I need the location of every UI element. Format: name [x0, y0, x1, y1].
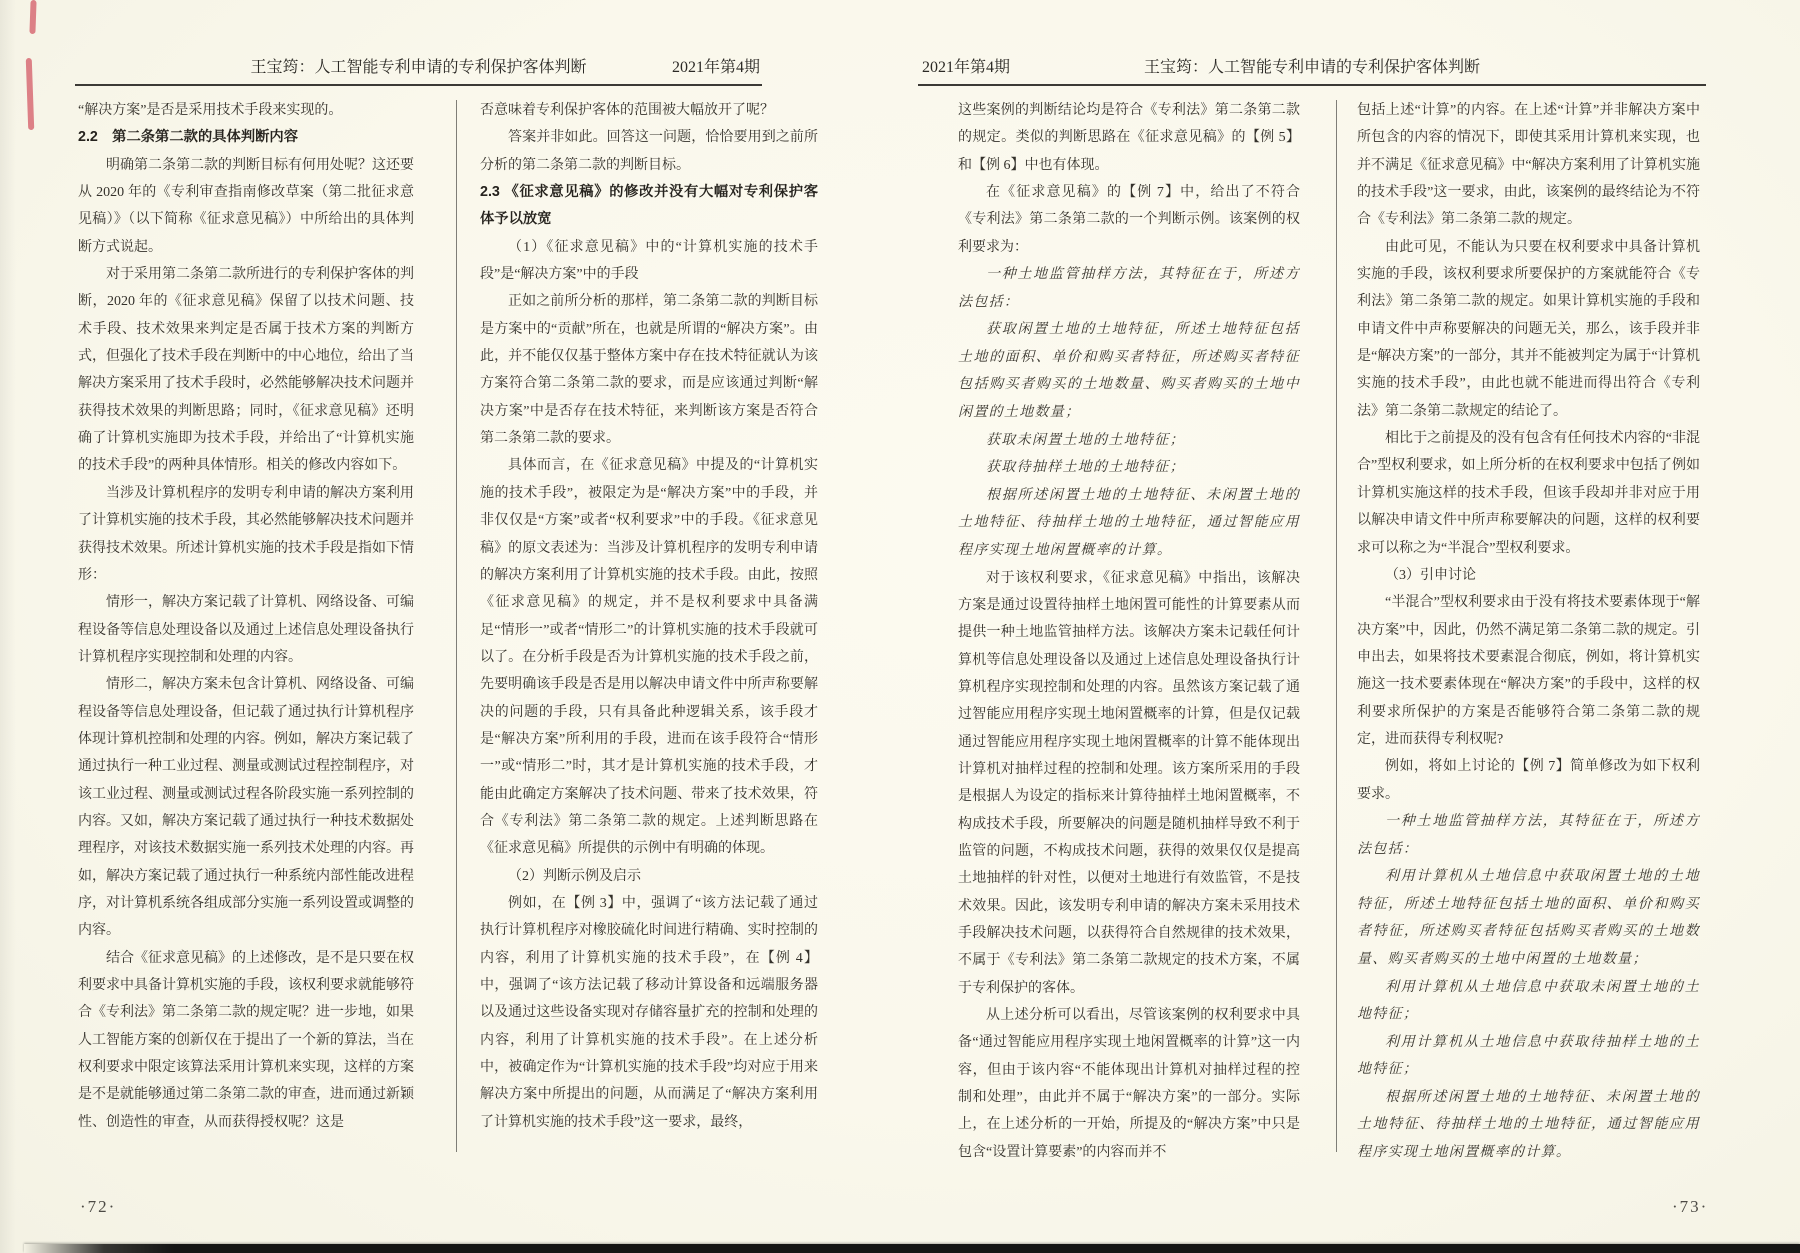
body-paragraph: 结合《征求意见稿》的上述修改，是不是只要在权利要求中具备计算机实施的手段，该权利要求就能够符合《专利法》第二条第二款的规定呢？进一步地，如果人工智能方案的创新仅在于提出了一个新的算法，当在权利要求中限定该算法采用计算机来实现，这样的方案是不是就能够通过第二条第二款的审查，进而通过新颖性、创造性的审查，从而获得授权呢？这是	[78, 950, 414, 1130]
body-paragraph: 例如，在【例 3】中，强调了“该方法记载了通过执行计算机程序对橡胶硫化时间进行精确、实时控制的内容，利用了计算机实施的技术手段”，在【例 4】中，强调了“该方法记载了移动计算设备和远端服务器以及通过这些设备实现对存储容量扩充的控制和处理的内容，利用了计算机实施的技术手段”。在上述分析中，被确定作为“计算机实施的技术手段”均对应于用来解决方案中所提出的问题，从而满足了“解决方案利用了计算机实施的技术手段”这一要求，最终，	[480, 895, 818, 1130]
body-paragraph: （1）《征求意见稿》中的“计算机实施的技术手段”是“解决方案”中的手段	[480, 239, 818, 283]
scan-shadow-bottom	[24, 1244, 1800, 1253]
body-paragraph: 相比于之前提及的没有包含有任何技术内容的“非混合”型权利要求，如上所分析的在权利要求中包括了例如计算机实施这样的技术手段，但该手段却并非对应于用以解决申请文件中所声称要解决的问题，这样的权利要求可以称之为“半混合”型权利要求。	[1357, 431, 1700, 556]
header-rule-left	[75, 84, 762, 86]
body-paragraph: 从上述分析可以看出，尽管该案例的权利要求中具备“通过智能应用程序实现土地闲置概率的计算”这一内容，但由于该内容“不能体现出计算机对抽样过程的控制和处理”，由此并不属于“解决方案”的一部分。实际上，在上述分析的一开始，所提及的“解决方案”中只是包含“设置计算要素”的内容而并不	[958, 1008, 1300, 1160]
left-page-column-1	[78, 97, 414, 1179]
red-edge-mark	[26, 58, 35, 130]
scan-edge-shade	[0, 0, 16, 1253]
journal-issue: 2021年第4期	[671, 59, 760, 76]
body-paragraph: 包括上述“计算”的内容。在上述“计算”并非解决方案中所包含的内容的情况下，即使其采用计算机来实现，也并不满足《征求意见稿》中“解决方案利用了计算机实施的技术手段”这一要求，由此，该案例的最终结论为不符合《专利法》第二条第二款的规定。	[1357, 103, 1700, 228]
claim-text: 获取闲置土地的土地特征，所述土地特征包括土地的面积、单价和购买者特征，所述购买者特征包括购买者购买的土地数量、购买者购买的土地中闲置的土地数量；	[958, 322, 1300, 421]
claim-text: 利用计算机从土地信息中获取闲置土地的土地特征，所述土地特征包括土地的面积、单价和购买者特征，所述购买者特征包括购买者购买的土地数量、购买者购买的土地中闲置的土地数量；	[1357, 869, 1700, 967]
running-head-title: 王宝筠：人工智能专利申请的专利保护客体判断	[1143, 59, 1480, 76]
body-paragraph: 当涉及计算机程序的发明专利申请的解决方案利用了计算机实施的技术手段，其必然能够解决技术问题并获得技术效果。所述计算机实施的技术手段是指如下情形：	[78, 485, 414, 583]
claim-text: 一种土地监管抽样方法，其特征在于，所述方法包括：	[958, 267, 1300, 310]
body-paragraph: 情形二，解决方案未包含计算机、网络设备、可编程设备等信息处理设备，但记载了通过执行计算机程序体现计算机控制和处理的内容。例如，解决方案记载了通过执行一种工业过程、测量或测试过程控制程序，对该工业过程、测量或测试过程各阶段实施一系列控制的内容。又如，解决方案记载了通过执行一种技术数据处理程序，对该技术数据实施一系列技术处理的内容。再如，解决方案记载了通过执行一种系统内部性能改进程序，对计算机系统各组成部分实施一系列设置或调整的内容。	[78, 677, 414, 939]
body-paragraph: 明确第二条第二款的判断目标有何用处呢？这还要从 2020 年的《专利审查指南修改草案（第二批征求意见稿）》（以下简称《征求意见稿》）中所给出的具体判断方式说起。	[78, 157, 414, 255]
claim-text: 利用计算机从土地信息中获取待抽样土地的土地特征；	[1357, 1034, 1700, 1078]
red-edge-mark	[29, 0, 36, 34]
body-paragraph: “解决方案”是否是采用技术手段来实现的。	[78, 103, 343, 118]
running-head-left	[75, 54, 762, 78]
body-paragraph: 例如，将如上讨论的【例 7】简单修改为如下权利要求。	[1357, 759, 1700, 802]
column-divider	[1336, 100, 1337, 1152]
page-number: ·72·	[80, 1197, 117, 1216]
body-paragraph: 正如之前所分析的那样，第二条第二款的判断目标是方案中的“贡献”所在，也就是所谓的“解决方案”。由此，并不能仅仅基于整体方案中存在技术特征就认为该方案符合第二条第二款的要求，而是应该通过判断“解决方案”中是否存在技术特征，来判断该方案是否符合第二条第二款的要求。	[480, 294, 818, 447]
claim-text: 根据所述闲置土地的土地特征、未闲置土地的土地特征、待抽样土地的土地特征，通过智能应用程序实现土地闲置概率的计算。	[958, 487, 1300, 558]
claim-text: 根据所述闲置土地的土地特征、未闲置土地的土地特征、待抽样土地的土地特征，通过智能应用程序实现土地闲置概率的计算。	[1357, 1089, 1700, 1161]
body-paragraph: 答案并非如此。回答这一问题，恰恰要用到之前所分析的第二条第二款的判断目标。	[480, 130, 818, 173]
body-paragraph: 由此可见，不能认为只要在权利要求中具备计算机实施的手段，该权利要求所要保护的方案就能符合《专利法》第二条第二款的规定。如果计算机实施的手段和申请文件中声称要解决的问题无关，那么，该手段并非是“解决方案”的一部分，其并不能被判定为属于“计算机实施的技术手段”，由此也就不能进而得出符合《专利法》第二条第二款规定的结论了。	[1357, 239, 1700, 419]
running-head-right	[918, 54, 1706, 78]
body-paragraph: 在《征求意见稿》的【例 7】中，给出了不符合《专利法》第二条第二款的一个判断示例。该案例的权利要求为：	[958, 185, 1300, 255]
body-paragraph: 情形一，解决方案记载了计算机、网络设备、可编程设备等信息处理设备以及通过上述信息处理设备执行计算机程序实现控制和处理的内容。	[78, 595, 414, 665]
section-heading: 2.2 第二条第二款的具体判断内容	[78, 129, 299, 146]
body-paragraph: 否意味着专利保护客体的范围被大幅放开了呢？	[480, 103, 774, 118]
body-paragraph: 对于采用第二条第二款所进行的专利保护客体的判断，2020 年的《征求意见稿》保留了以技术问题、技术手段、技术效果来判定是否属于技术方案的判断方式，但强化了技术手段在判断中的中心地位，给出了当解决方案采用了技术手段时，必然能够解决技术问题并获得技术效果的判断思路；同时，《征求意见稿》还明确了计算机实施即为技术手段，并给出了“计算机实施的技术手段”的两种具体情形。相关的修改内容如下。	[78, 267, 414, 474]
claim-text: 一种土地监管抽样方法，其特征在于，所述方法包括：	[1357, 813, 1700, 857]
right-page-column-1	[958, 97, 1300, 1179]
claim-text: 获取待抽样土地的土地特征；	[986, 460, 1185, 476]
claim-text: 利用计算机从土地信息中获取未闲置土地的土地特征；	[1357, 979, 1700, 1023]
column-divider	[456, 100, 457, 1152]
body-paragraph: （3）引申讨论	[1385, 567, 1476, 583]
section-heading: 2.3 《征求意见稿》的修改并没有大幅对专利保护客体予以放宽	[480, 184, 818, 228]
body-paragraph: 这些案例的判断结论均是符合《专利法》第二条第二款的规定。类似的判断思路在《征求意见稿》的【例 5】和【例 6】中也有体现。	[958, 103, 1300, 173]
body-paragraph: （2）判断示例及启示	[508, 868, 641, 884]
body-paragraph: “半混合”型权利要求由于没有将技术要素体现于“解决方案”中，因此，仍然不满足第二条第二款的规定。引申出去，如果将技术要素混合彻底，例如，将计算机实施这一技术要素体现在“解决方案”的手段中，这样的权利要求所保护的方案是否能够符合第二条第二款的规定，进而获得专利权呢?	[1357, 595, 1700, 747]
journal-issue: 2021年第4期	[922, 59, 1011, 76]
right-page-column-2	[1357, 97, 1700, 1179]
body-paragraph: 具体而言，在《征求意见稿》中提及的“计算机实施的技术手段”，被限定为是“解决方案”中的手段，并非仅仅是“方案”或者“权利要求”中的手段。《征求意见稿》的原文表述为：当涉及计算机程序的发明专利申请的解决方案利用了计算机实施的技术手段。由此，按照《征求意见稿》的规定，并不是权利要求中具备满足“情形一”或者“情形二”的计算机实施的技术手段就可以了。在分析手段是否为计算机实施的技术手段之前，先要明确该手段是否是用以解决申请文件中所声称要解决的问题的手段，只有具备此种逻辑关系，该手段才是“解决方案”所利用的手段，进而在该手段符合“情形一”或“情形二”时，其才是计算机实施的技术手段，才能由此确定方案解决了技术问题、带来了技术效果，符合《专利法》第二条第二款的规定。上述判断思路在《征求意见稿》所提供的示例中有明确的体现。	[480, 458, 818, 857]
left-page-column-2	[480, 97, 818, 1179]
body-paragraph: 对于该权利要求，《征求意见稿》中指出，该解决方案是通过设置待抽样土地闲置可能性的计算要素从而提供一种土地监管抽样方法。该解决方案未记载任何计算机等信息处理设备以及通过上述信息处理设备执行计算机程序实现控制和处理的内容。虽然该方案记载了通过智能应用程序实现土地闲置概率的计算，但是仅记载通过智能应用程序实现土地闲置概率的计算不能体现出计算机对抽样过程的控制和处理。该方案所采用的手段是根据人为设定的指标来计算待抽样土地闲置概率，不构成技术手段，所要解决的问题是随机抽样导致不利于监管的问题，不构成技术问题，获得的效果仅仅是提高土地抽样的针对性，以便对土地进行有效监管，不是技术效果。因此，该发明专利申请的解决方案未采用技术手段解决技术问题，以获得符合自然规律的技术效果，不属于《专利法》第二条第二款规定的技术方案，不属于专利保护的客体。	[958, 570, 1300, 996]
header-rule-right	[918, 84, 1706, 86]
page-number: ·73·	[1672, 1197, 1709, 1216]
running-head-title: 王宝筠：人工智能专利申请的专利保护客体判断	[250, 59, 587, 76]
claim-text: 获取未闲置土地的土地特征；	[986, 432, 1185, 448]
